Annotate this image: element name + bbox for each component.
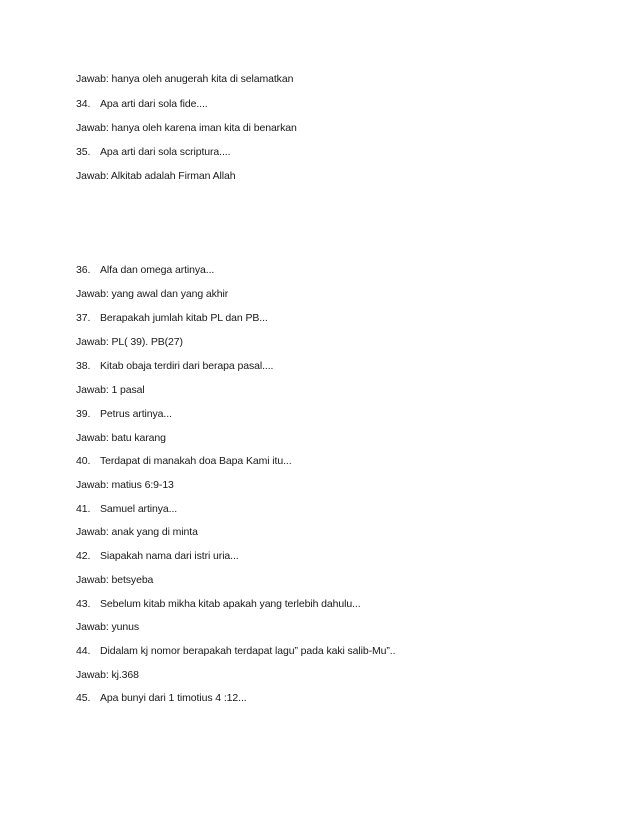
question-number: 35. xyxy=(76,146,91,158)
question-number: 40. xyxy=(76,455,91,467)
question-text: Alfa dan omega artinya... xyxy=(100,264,215,276)
question-text: Terdapat di manakah doa Bapa Kami itu... xyxy=(100,455,292,467)
question-line xyxy=(76,360,273,373)
answer-line: Jawab: PL( 39). PB(27) xyxy=(76,336,183,348)
answer-line: Jawab: batu karang xyxy=(76,432,166,444)
question-number: 41. xyxy=(76,503,91,515)
question-number: 44. xyxy=(76,645,91,657)
question-line xyxy=(76,455,292,468)
question-number: 36. xyxy=(76,264,91,276)
question-number: 39. xyxy=(76,408,91,420)
question-text: Kitab obaja terdiri dari berapa pasal.... xyxy=(100,360,274,372)
question-line xyxy=(76,550,239,563)
question-text: Sebelum kitab mikha kitab apakah yang terlebih dahulu... xyxy=(100,598,361,610)
answer-line: Jawab: betsyeba xyxy=(76,574,154,586)
answer-line: Jawab: matius 6:9-13 xyxy=(76,479,174,491)
question-text: Samuel artinya... xyxy=(100,503,178,515)
question-text: Petrus artinya... xyxy=(100,408,172,420)
question-line xyxy=(76,598,361,611)
question-number: 34. xyxy=(76,98,91,110)
answer-line: Jawab: yunus xyxy=(76,621,140,633)
question-line xyxy=(76,98,208,111)
question-line xyxy=(76,408,172,421)
question-line xyxy=(76,503,177,516)
question-text: Didalam kj nomor berapakah terdapat lagu” pada kaki salib-Mu”.. xyxy=(100,645,396,657)
question-line xyxy=(76,692,247,705)
question-number: 45. xyxy=(76,692,91,704)
question-text: Apa bunyi dari 1 timotius 4 :12... xyxy=(100,692,247,704)
answer-line: Jawab: kj.368 xyxy=(76,669,139,681)
question-text: Apa arti dari sola scriptura.... xyxy=(100,146,231,158)
question-line xyxy=(76,312,268,325)
question-text: Apa arti dari sola fide.... xyxy=(100,98,208,110)
question-line xyxy=(76,146,230,159)
answer-line: Jawab: anak yang di minta xyxy=(76,526,198,538)
question-text: Berapakah jumlah kitab PL dan PB... xyxy=(100,312,268,324)
question-text: Siapakah nama dari istri uria... xyxy=(100,550,239,562)
question-number: 37. xyxy=(76,312,91,324)
answer-line: Jawab: Alkitab adalah Firman Allah xyxy=(76,170,236,182)
answer-line: Jawab: 1 pasal xyxy=(76,384,145,396)
question-line xyxy=(76,645,395,658)
question-number: 38. xyxy=(76,360,91,372)
answer-line: Jawab: hanya oleh karena iman kita di benarkan xyxy=(76,122,297,134)
answer-line: Jawab: yang awal dan yang akhir xyxy=(76,288,229,300)
question-number: 42. xyxy=(76,550,91,562)
question-number: 43. xyxy=(76,598,91,610)
answer-line: Jawab: hanya oleh anugerah kita di selamatkan xyxy=(76,73,294,85)
question-line xyxy=(76,264,214,277)
